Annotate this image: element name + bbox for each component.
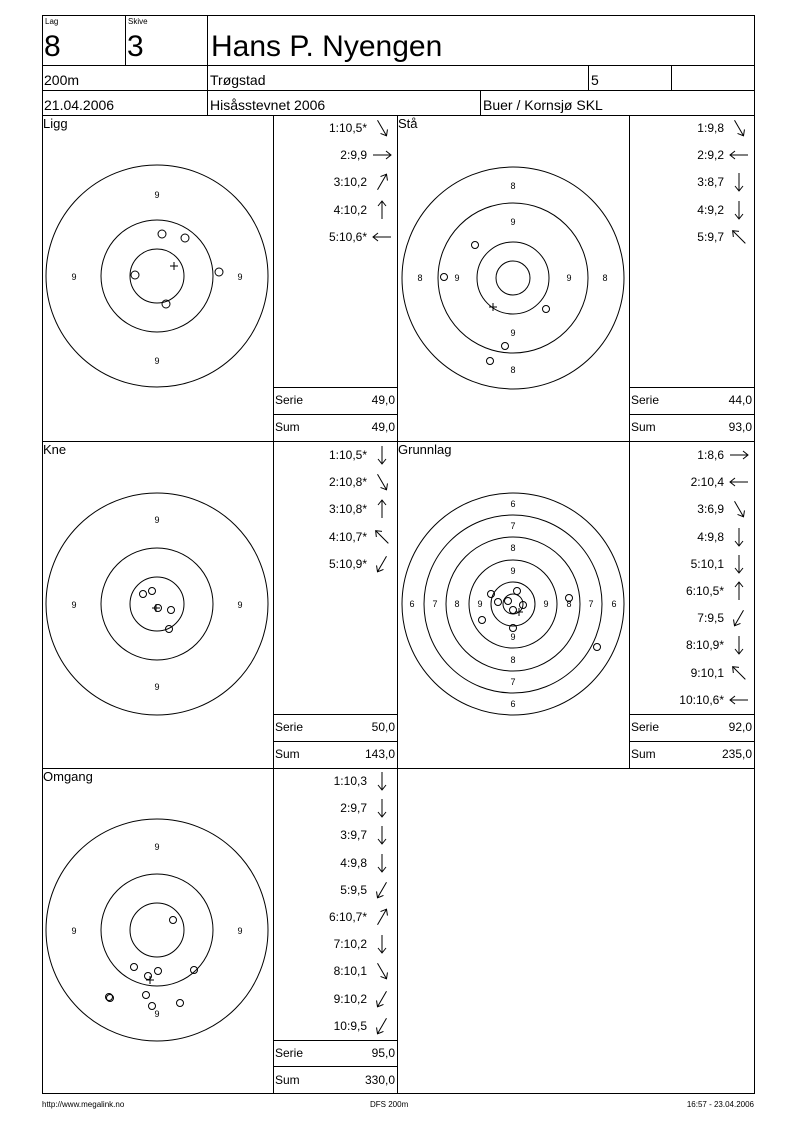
shot-row	[273, 800, 367, 816]
shot-number: 6:	[328, 910, 339, 924]
skive-value: 3	[127, 30, 144, 63]
shot-row	[273, 174, 367, 190]
shot-number: 1:	[328, 448, 339, 462]
shot-number: 5:	[328, 556, 339, 571]
shot-entry	[334, 773, 367, 789]
ring-label: 8	[510, 543, 516, 553]
serie-row	[273, 387, 397, 414]
shot-value: 10,5*	[338, 448, 367, 462]
shot-value: 9,2	[707, 148, 724, 163]
shot-row	[629, 474, 724, 490]
section-title: Kne	[43, 442, 67, 457]
shot-entry	[329, 501, 367, 517]
shot-value: 10,5*	[338, 121, 367, 135]
arrow-up-left-icon	[729, 227, 749, 247]
distance: 200m	[44, 72, 80, 88]
shot-number: 4:	[340, 855, 351, 870]
shot-entry	[329, 529, 367, 545]
shot-number: 4:	[697, 529, 708, 544]
shot-row	[273, 882, 367, 898]
shot-row	[273, 1018, 367, 1034]
ring-label: 8	[510, 365, 516, 375]
serie-value: 44,0	[728, 393, 752, 407]
arrow-down-icon	[372, 934, 392, 954]
serie-label: Serie	[631, 720, 660, 734]
shot-number: 5:	[340, 882, 351, 897]
serie-row	[629, 387, 754, 414]
shot-row	[629, 229, 724, 245]
lag-label: Lag	[45, 17, 59, 26]
arrow-down-icon	[372, 853, 392, 873]
shot-value: 10,8*	[338, 475, 367, 490]
footer-program: DFS 200m	[370, 1100, 409, 1109]
arrow-up-right-icon	[372, 172, 392, 192]
ring-label: 9	[237, 600, 243, 610]
shot-value: 10,6*	[338, 229, 367, 244]
shot-value: 6,9	[707, 502, 724, 517]
ring-label: 9	[71, 926, 77, 936]
shot-number: 1:	[697, 121, 708, 135]
shot-entry	[334, 936, 367, 952]
shot-entry	[334, 963, 367, 979]
shot-value: 10,1	[700, 556, 724, 571]
shot-entry	[691, 556, 724, 572]
shot-entry	[691, 474, 724, 490]
sum-label: Sum	[275, 1073, 300, 1087]
shot-row	[629, 529, 724, 545]
serie-row	[273, 714, 397, 741]
shot-value: 8,6	[707, 448, 724, 462]
arrow-down-left-icon	[372, 880, 392, 900]
shot-number: 3:	[340, 828, 351, 843]
shot-row	[273, 963, 367, 979]
ring-label: 8	[454, 599, 460, 609]
arrow-right-icon	[729, 445, 749, 465]
ring-label: 7	[510, 521, 516, 531]
arrow-left-icon	[729, 690, 749, 710]
shot-number: 8:	[333, 964, 344, 979]
shot-row	[629, 147, 724, 163]
ring-label: 9	[510, 632, 516, 642]
shot-row	[629, 202, 724, 218]
sum-label: Sum	[275, 747, 300, 761]
center-mark	[146, 976, 154, 984]
shot-value: 10,1	[700, 665, 724, 680]
shot-number: 3:	[697, 175, 708, 190]
ring-label: 9	[477, 599, 483, 609]
shot-row	[629, 583, 724, 599]
shot-value: 9,7	[707, 229, 724, 244]
shot-value: 9,9	[350, 148, 367, 163]
sum-row	[629, 414, 754, 441]
shot-row	[629, 447, 724, 463]
arrow-left-icon	[372, 227, 392, 247]
ring-label: 9	[154, 842, 160, 852]
footer-url[interactable]: http://www.megalink.no	[42, 1100, 125, 1109]
shot-number: 2:	[697, 148, 708, 163]
shot-value: 10,2	[343, 202, 367, 217]
shot-value: 10,7*	[338, 910, 367, 924]
shooter-name: Hans P. Nyengen	[211, 30, 443, 63]
shot-value: 10,7*	[338, 529, 367, 544]
serie-label: Serie	[275, 1046, 304, 1060]
shot-row	[629, 120, 724, 136]
shot-number: 1:	[328, 121, 339, 135]
arrow-down-icon	[729, 635, 749, 655]
shot-entry	[334, 1018, 367, 1034]
shot-value: 10,4	[700, 475, 724, 490]
shot-row	[629, 174, 724, 190]
arrow-left-icon	[729, 145, 749, 165]
arrow-down-right-icon	[372, 118, 392, 138]
shot-entry	[329, 474, 367, 490]
arrow-down-right-icon	[729, 118, 749, 138]
event: Hisåsstevnet 2006	[210, 97, 326, 113]
shot-entry	[329, 447, 367, 463]
ring-label: 9	[454, 273, 460, 283]
shot-value: 8,7	[707, 175, 724, 190]
shot-value: 9,8	[350, 855, 367, 870]
ring-label: 9	[154, 682, 160, 692]
arrow-down-left-icon	[372, 554, 392, 574]
ring-label: 6	[510, 699, 516, 709]
ring-label: 9	[510, 217, 516, 227]
shot-number: 10:	[679, 692, 696, 707]
shot-value: 9,2	[707, 202, 724, 217]
class: 5	[591, 72, 599, 88]
serie-row	[629, 714, 754, 741]
serie-value: 49,0	[371, 393, 395, 407]
shot-entry	[697, 229, 724, 245]
arrow-down-icon	[372, 798, 392, 818]
shot-row	[273, 120, 367, 136]
shot-entry	[697, 147, 724, 163]
ring-label: 9	[154, 356, 160, 366]
shot-row	[273, 827, 367, 843]
arrow-up-icon	[372, 200, 392, 220]
shot-value: 10,6*	[695, 692, 724, 707]
shot-entry	[329, 556, 367, 572]
sum-value: 330,0	[364, 1073, 395, 1087]
sum-row	[273, 741, 397, 768]
sum-value: 49,0	[371, 420, 395, 434]
arrow-down-icon	[372, 825, 392, 845]
shot-row	[273, 936, 367, 952]
shot-entry	[329, 120, 367, 136]
shot-number: 7:	[333, 937, 344, 952]
shot-row	[273, 474, 367, 490]
shot-value: 9,8	[707, 529, 724, 544]
shot-number: 9:	[333, 991, 344, 1006]
serie-label: Serie	[275, 393, 304, 407]
arrow-right-icon	[372, 145, 392, 165]
arrow-up-left-icon	[372, 527, 392, 547]
arrow-up-right-icon	[372, 907, 392, 927]
serie-value: 50,0	[371, 720, 395, 734]
sum-value: 235,0	[721, 747, 752, 761]
shot-row	[273, 773, 367, 789]
shot-number: 6:	[685, 584, 696, 598]
ring-label: 6	[611, 599, 617, 609]
arrow-down-left-icon	[372, 1016, 392, 1036]
shot-entry	[329, 229, 367, 245]
shot-number: 10:	[333, 1018, 351, 1033]
shot-row	[629, 556, 724, 572]
shot-number: 2:	[690, 475, 701, 490]
serie-label: Serie	[275, 720, 304, 734]
shot-number: 4:	[333, 202, 344, 217]
date: 21.04.2006	[44, 97, 115, 113]
sum-value: 93,0	[728, 420, 752, 434]
serie-row	[273, 1040, 397, 1067]
shot-value: 10,2	[343, 175, 367, 190]
ring-label: 8	[510, 181, 516, 191]
shot-number: 5:	[690, 556, 701, 571]
ring-label: 9	[237, 926, 243, 936]
shot-number: 7:	[697, 611, 708, 626]
shot-value: 10,5*	[695, 584, 724, 598]
arrow-left-icon	[729, 472, 749, 492]
ring-label: 9	[154, 190, 160, 200]
sum-row	[273, 1067, 397, 1094]
shot-entry	[686, 637, 724, 653]
shot-row	[273, 855, 367, 871]
shot-row	[273, 529, 367, 545]
shot-entry	[697, 202, 724, 218]
ring-label: 9	[510, 328, 516, 338]
section-title: Omgang	[43, 769, 93, 784]
ring-label: 8	[566, 599, 572, 609]
shot-value: 9,7	[350, 828, 367, 843]
shot-value: 9,5	[707, 611, 724, 626]
section-title: Ligg	[43, 116, 68, 131]
shot-row	[273, 991, 367, 1007]
shot-value: 10,8*	[338, 502, 367, 517]
ring-label: 7	[432, 599, 438, 609]
ring-label: 8	[510, 655, 516, 665]
serie-label: Serie	[631, 393, 660, 407]
ring-label: 8	[602, 273, 608, 283]
arrow-down-left-icon	[372, 989, 392, 1009]
arrow-down-icon	[729, 554, 749, 574]
shot-number: 3:	[697, 502, 708, 517]
shot-number: 3:	[328, 502, 339, 517]
shot-number: 1:	[333, 774, 344, 788]
arrow-down-icon	[372, 445, 392, 465]
ring-label: 6	[510, 499, 516, 509]
ring-label: 7	[510, 677, 516, 687]
shot-entry	[334, 202, 367, 218]
ring-label: 7	[588, 599, 594, 609]
shot-value: 9,5	[350, 882, 367, 897]
shot-entry	[686, 583, 724, 599]
serie-value: 95,0	[371, 1046, 395, 1060]
shot-row	[629, 501, 724, 517]
shot-entry	[340, 147, 367, 163]
shot-row	[629, 692, 724, 708]
shot-number: 2:	[340, 801, 351, 816]
arrow-down-icon	[729, 200, 749, 220]
shot-row	[273, 229, 367, 245]
shot-entry	[340, 800, 367, 816]
shot-entry	[697, 174, 724, 190]
arrow-up-icon	[372, 499, 392, 519]
sum-value: 143,0	[364, 747, 395, 761]
shot-value: 10,3	[343, 774, 367, 788]
ring-label: 9	[566, 273, 572, 283]
shot-value: 10,9*	[338, 556, 367, 571]
shot-value: 9,8	[707, 121, 724, 135]
ring-label: 9	[543, 599, 549, 609]
range: Buer / Kornsjø SKL	[483, 97, 603, 113]
shot-row	[629, 665, 724, 681]
sum-row	[629, 741, 754, 768]
shot-value: 9,7	[350, 801, 367, 816]
shot-number: 1:	[697, 448, 708, 462]
footer-printed: 16:57 - 23.04.2006	[686, 1100, 754, 1109]
shot-number: 2:	[340, 148, 351, 163]
shot-row	[273, 202, 367, 218]
shot-entry	[697, 529, 724, 545]
arrow-down-right-icon	[729, 499, 749, 519]
sum-row	[273, 414, 397, 441]
shot-value: 10,2	[343, 937, 367, 952]
shot-row	[273, 556, 367, 572]
arrow-down-left-icon	[729, 608, 749, 628]
ring-label: 8	[417, 273, 423, 283]
arrow-down-right-icon	[372, 961, 392, 981]
ring-label: 9	[154, 515, 160, 525]
shot-row	[273, 147, 367, 163]
ring-label: 9	[154, 1009, 160, 1019]
ring-label: 6	[409, 599, 415, 609]
shot-row	[273, 447, 367, 463]
shot-value: 10,9*	[695, 638, 724, 653]
shot-entry	[697, 610, 724, 626]
shot-entry	[697, 447, 724, 463]
shot-entry	[679, 692, 724, 708]
shot-entry	[334, 174, 367, 190]
ring-label: 9	[71, 272, 77, 282]
shot-entry	[340, 827, 367, 843]
shot-number: 9:	[690, 665, 701, 680]
lag-value: 8	[44, 30, 61, 63]
shot-number: 4:	[697, 202, 708, 217]
shot-row	[273, 501, 367, 517]
shot-row	[629, 637, 724, 653]
shot-entry	[697, 501, 724, 517]
serie-value: 92,0	[728, 720, 752, 734]
arrow-down-icon	[729, 172, 749, 192]
club: Trøgstad	[210, 72, 266, 88]
arrow-up-icon	[729, 581, 749, 601]
shot-number: 5:	[328, 229, 339, 244]
sum-label: Sum	[631, 420, 656, 434]
shot-number: 5:	[697, 229, 708, 244]
sum-label: Sum	[631, 747, 656, 761]
sum-label: Sum	[275, 420, 300, 434]
shot-row	[273, 909, 367, 925]
arrow-down-icon	[372, 771, 392, 791]
shot-number: 2:	[328, 475, 339, 490]
shot-number: 8:	[685, 638, 696, 653]
shot-entry	[334, 991, 367, 1007]
shot-entry	[340, 882, 367, 898]
section-title: Stå	[398, 116, 418, 131]
shot-number: 4:	[328, 529, 339, 544]
arrow-down-icon	[729, 527, 749, 547]
ring-label: 9	[71, 600, 77, 610]
shot-number: 3:	[333, 175, 344, 190]
shot-entry	[340, 855, 367, 871]
shot-value: 9,5	[350, 1018, 367, 1033]
shot-value: 10,2	[343, 991, 367, 1006]
arrow-up-left-icon	[729, 663, 749, 683]
arrow-down-right-icon	[372, 472, 392, 492]
shot-entry	[329, 909, 367, 925]
skive-label: Skive	[128, 17, 148, 26]
ring-label: 9	[510, 566, 516, 576]
shot-entry	[697, 120, 724, 136]
ring-label: 9	[237, 272, 243, 282]
shot-row	[629, 610, 724, 626]
section-title: Grunnlag	[398, 442, 452, 457]
shot-entry	[691, 665, 724, 681]
shot-value: 10,1	[343, 964, 367, 979]
